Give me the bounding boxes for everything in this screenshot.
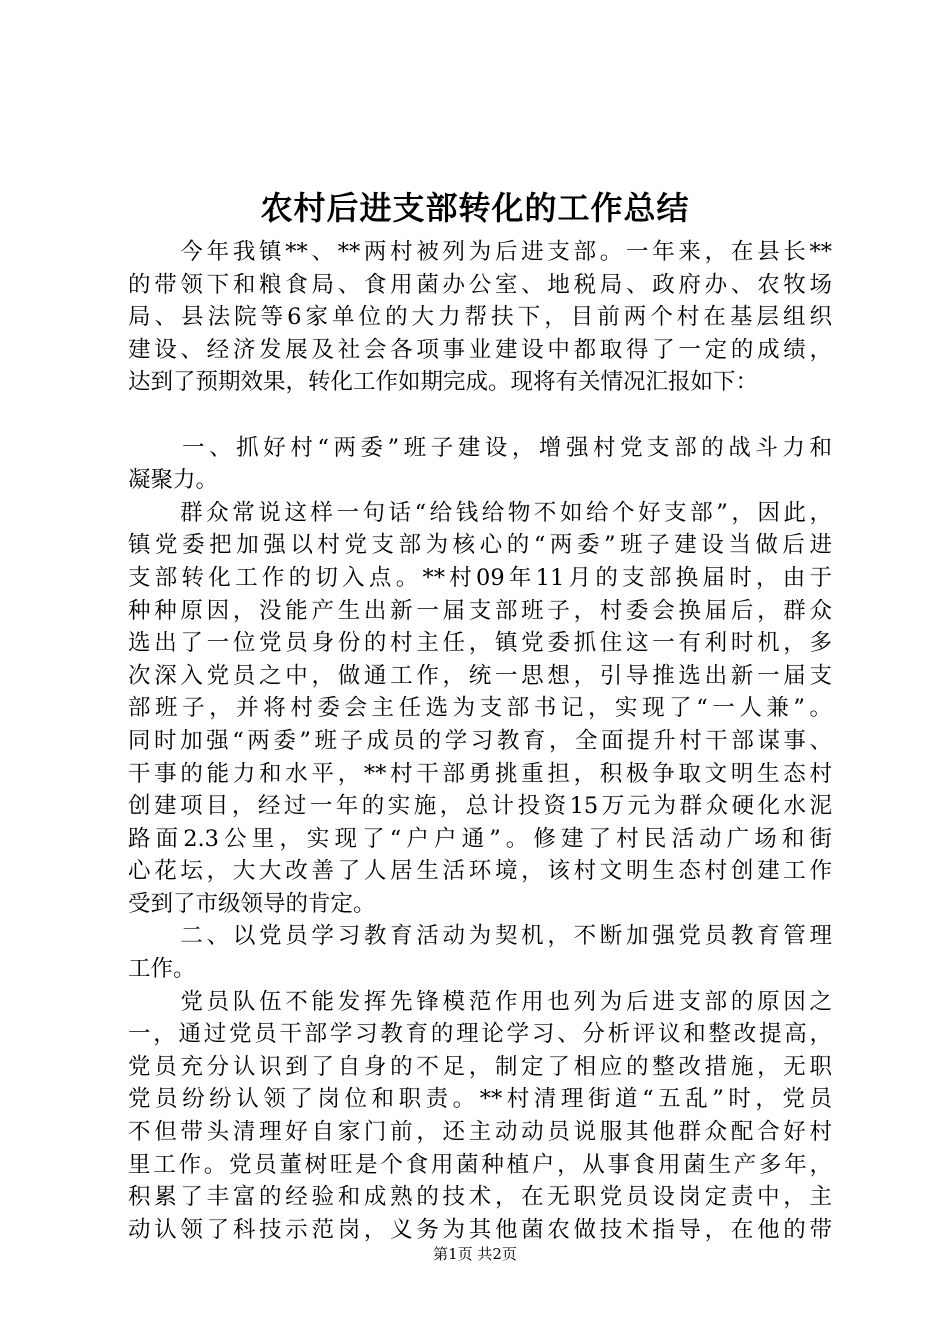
document-title: 农村后进支部转化的工作总结 bbox=[260, 189, 690, 227]
text-line: 部班子，并将村委会主任选为支部书记，实现了“一人兼”。 bbox=[128, 695, 832, 722]
text-line: 里工作。党员董树旺是个食用菌种植户，从事食用菌生产多年， bbox=[128, 1151, 832, 1178]
text-line: 群众常说这样一句话“给钱给物不如给个好支部”，因此， bbox=[128, 499, 832, 526]
text-line: 积累了丰富的经验和成熟的技术，在无职党员设岗定责中，主 bbox=[128, 1184, 832, 1211]
text-line: 路面2.3公里，实现了“户户通”。修建了村民活动广场和街 bbox=[128, 825, 832, 852]
text-line: 党员充分认识到了自身的不足，制定了相应的整改措施，无职 bbox=[128, 1053, 832, 1080]
text-line: 凝聚力。 bbox=[128, 467, 219, 494]
text-line: 创建项目，经过一年的实施，总计投资15万元为群众硬化水泥 bbox=[128, 793, 832, 820]
text-line: 二、以党员学习教育活动为契机，不断加强党员教育管理 bbox=[128, 923, 832, 950]
text-line: 今年我镇**、**两村被列为后进支部。一年来，在县长** bbox=[128, 239, 832, 265]
text-line: 不但带头清理好自家门前，还主动动员说服其他群众配合好村 bbox=[128, 1119, 832, 1146]
text-line: 党员队伍不能发挥先锋模范作用也列为后进支部的原因之 bbox=[128, 988, 832, 1015]
blank-line bbox=[128, 399, 832, 432]
text-line: 局、县法院等6家单位的大力帮扶下，目前两个村在基层组织 bbox=[128, 304, 832, 331]
text-line: 一、抓好村“两委”班子建设，增强村党支部的战斗力和 bbox=[128, 434, 832, 461]
text-line: 达到了预期效果，转化工作如期完成。现将有关情况汇报如下： bbox=[128, 369, 759, 396]
text-line: 建设、经济发展及社会各项事业建设中都取得了一定的成绩， bbox=[128, 336, 832, 363]
document-body bbox=[128, 236, 832, 1246]
text-line: 动认领了科技示范岗，义务为其他菌农做技术指导，在他的带 bbox=[128, 1216, 832, 1243]
text-line: 同时加强“两委”班子成员的学习教育，全面提升村干部谋事、 bbox=[128, 727, 832, 754]
text-line: 一，通过党员干部学习教育的理论学习、分析评议和整改提高， bbox=[128, 1021, 832, 1048]
text-line: 种种原因，没能产生出新一届支部班子，村委会换届后，群众 bbox=[128, 597, 832, 624]
text-line: 镇党委把加强以村党支部为核心的“两委”班子建设当做后进 bbox=[128, 532, 832, 559]
text-line: 的带领下和粮食局、食用菌办公室、地税局、政府办、农牧场 bbox=[128, 271, 832, 298]
text-line: 支部转化工作的切入点。**村09年11月的支部换届时，由于 bbox=[128, 564, 832, 591]
text-line: 心花坛，大大改善了人居生活环境，该村文明生态村创建工作 bbox=[128, 858, 832, 885]
text-line: 次深入党员之中，做通工作，统一思想，引导推选出新一届支 bbox=[128, 662, 832, 689]
page-footer: 第1页 共2页 bbox=[433, 1245, 517, 1263]
text-line: 选出了一位党员身份的村主任，镇党委抓住这一有利时机，多 bbox=[128, 630, 832, 657]
text-line: 党员纷纷认领了岗位和职责。**村清理街道“五乱”时，党员 bbox=[128, 1086, 832, 1113]
text-line: 干事的能力和水平，**村干部勇挑重担，积极争取文明生态村 bbox=[128, 760, 832, 787]
text-line: 工作。 bbox=[128, 956, 196, 983]
text-line: 受到了市级领导的肯定。 bbox=[128, 890, 376, 917]
